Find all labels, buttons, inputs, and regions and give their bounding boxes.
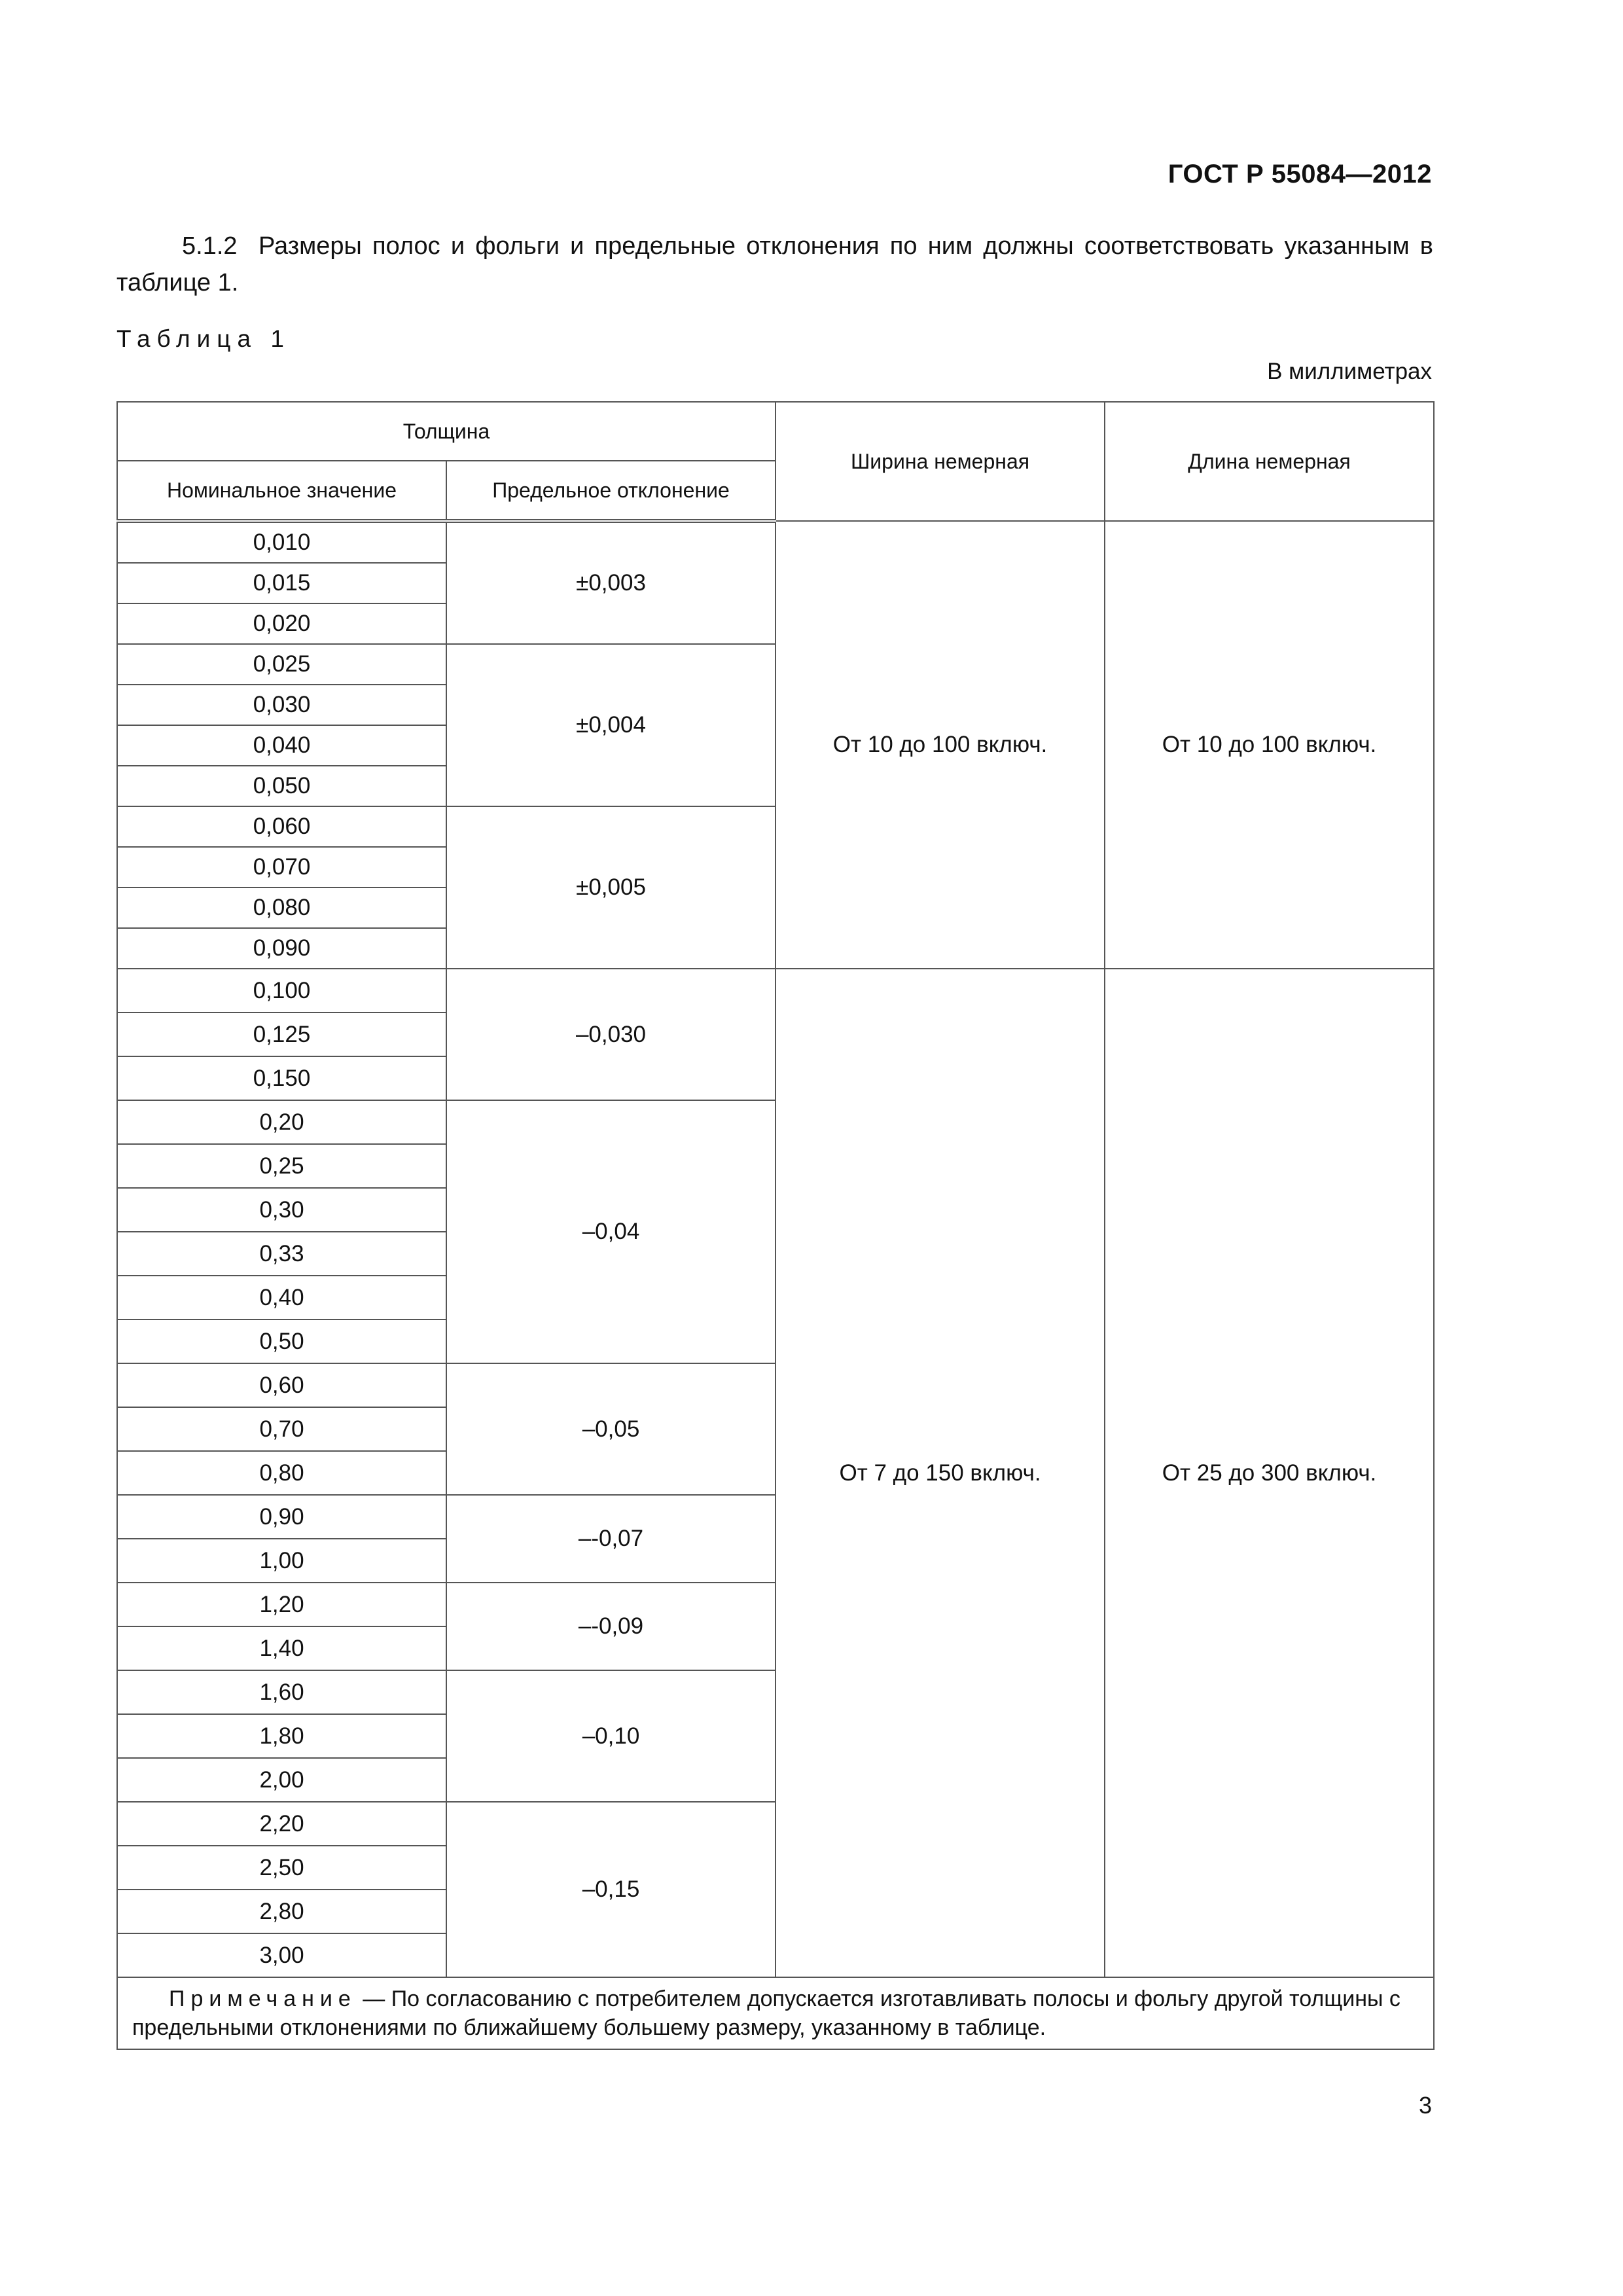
nominal-value-cell: 0,60 [117, 1363, 446, 1407]
table-row [117, 969, 1434, 1013]
page-number: 3 [1418, 2092, 1432, 2119]
nominal-value-cell: 0,070 [117, 847, 446, 888]
nominal-value-cell: 0,33 [117, 1232, 446, 1276]
width-range-cell: От 7 до 150 включ. [776, 969, 1105, 1977]
nominal-value-cell: 0,70 [117, 1407, 446, 1451]
nominal-value-cell: 2,00 [117, 1758, 446, 1802]
width-range-cell: От 10 до 100 включ. [776, 521, 1105, 969]
nominal-value-cell: 2,20 [117, 1802, 446, 1846]
table-row [117, 521, 1434, 563]
clause-number: 5.1.2 [182, 232, 238, 260]
nominal-value-cell: 0,020 [117, 603, 446, 644]
tolerance-cell: –0,15 [446, 1802, 776, 1977]
document-code: ГОСТ Р 55084—2012 [1168, 160, 1432, 188]
nominal-value-cell: 0,050 [117, 766, 446, 806]
tolerance-cell: –0,030 [446, 969, 776, 1100]
header-thickness: Толщина [117, 402, 776, 461]
nominal-value-cell: 0,150 [117, 1056, 446, 1100]
dimensions-table [116, 401, 1435, 2050]
nominal-value-cell: 0,040 [117, 725, 446, 766]
clause-paragraph [116, 228, 1433, 301]
nominal-value-cell: 0,010 [117, 521, 446, 563]
header-nominal: Номинальное значение [117, 461, 446, 521]
header-length: Длина немерная [1105, 402, 1434, 521]
nominal-value-cell: 0,100 [117, 969, 446, 1013]
nominal-value-cell: 3,00 [117, 1933, 446, 1977]
nominal-value-cell: 0,025 [117, 644, 446, 685]
tolerance-cell: ±0,003 [446, 521, 776, 644]
tolerance-cell: ±0,005 [446, 806, 776, 969]
nominal-value-cell: 0,30 [117, 1188, 446, 1232]
nominal-value-cell: 0,015 [117, 563, 446, 603]
tolerance-cell: –-0,09 [446, 1583, 776, 1670]
length-range-cell: От 10 до 100 включ. [1105, 521, 1434, 969]
tolerance-cell: –0,10 [446, 1670, 776, 1802]
nominal-value-cell: 2,80 [117, 1890, 446, 1933]
nominal-value-cell: 1,60 [117, 1670, 446, 1714]
nominal-value-cell: 1,20 [117, 1583, 446, 1626]
nominal-value-cell: 1,00 [117, 1539, 446, 1583]
table-units: В миллиметрах [1267, 359, 1432, 384]
nominal-value-cell: 2,50 [117, 1846, 446, 1890]
nominal-value-cell: 1,80 [117, 1714, 446, 1758]
nominal-value-cell: 0,20 [117, 1100, 446, 1144]
nominal-value-cell: 0,40 [117, 1276, 446, 1319]
nominal-value-cell: 0,50 [117, 1319, 446, 1363]
nominal-value-cell: 0,030 [117, 685, 446, 725]
nominal-value-cell: 0,080 [117, 888, 446, 928]
tolerance-cell: –0,05 [446, 1363, 776, 1495]
header-tolerance: Предельное отклонение [446, 461, 776, 521]
table-title: Таблица 1 [116, 325, 291, 352]
length-range-cell: От 25 до 300 включ. [1105, 969, 1434, 1977]
nominal-value-cell: 0,060 [117, 806, 446, 847]
clause-text: Размеры полос и фольги и предельные отклонения по ним должны соответствовать указанным в таблице 1. [116, 232, 1433, 296]
nominal-value-cell: 0,125 [117, 1013, 446, 1056]
nominal-value-cell: 1,40 [117, 1626, 446, 1670]
nominal-value-cell: 0,25 [117, 1144, 446, 1188]
nominal-value-cell: 0,90 [117, 1495, 446, 1539]
table-body [117, 521, 1434, 1977]
tolerance-cell: –0,04 [446, 1100, 776, 1363]
nominal-value-cell: 0,80 [117, 1451, 446, 1495]
tolerance-cell: –-0,07 [446, 1495, 776, 1583]
note-text: — По согласованию с потребителем допускается изготавливать полосы и фольгу другой толщины с предельными отклонениями по ближайшему большему размеру, указанному в таблице. [132, 1986, 1400, 2040]
tolerance-cell: ±0,004 [446, 644, 776, 806]
nominal-value-cell: 0,090 [117, 928, 446, 969]
header-width: Ширина немерная [776, 402, 1105, 521]
table-note [117, 1977, 1434, 2049]
note-label: Примечание [169, 1986, 357, 2011]
